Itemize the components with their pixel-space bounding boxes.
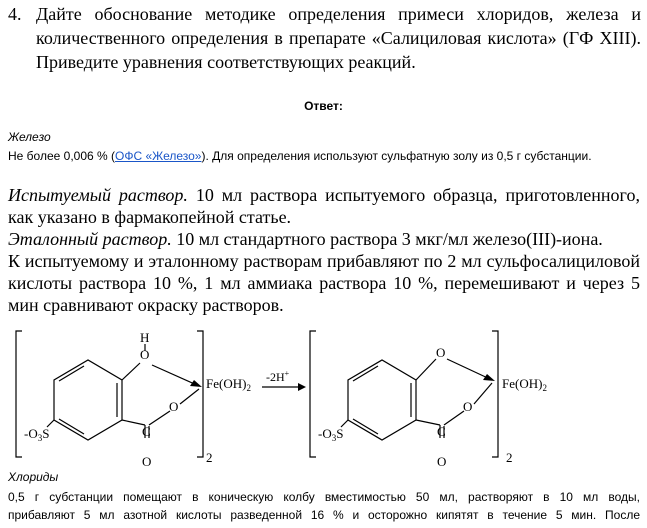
ofs-iron-link[interactable]: ОФС «Железо» bbox=[115, 149, 202, 163]
left-h-atom: H bbox=[140, 330, 150, 345]
chlorides-line-1: 0,5 г субстанции помещают в коническую колбу вместимостью 50 мл, растворяют в 10 мл воды, bbox=[8, 490, 640, 504]
reaction-arrowhead bbox=[298, 383, 306, 391]
iron-limit-text-before: Не более 0,006 % ( bbox=[8, 149, 116, 163]
chlorides-heading: Хлориды bbox=[8, 470, 59, 484]
right-coordination-arrows bbox=[447, 359, 492, 404]
right-o-atom-top: O bbox=[436, 345, 446, 360]
iron-heading: Железо bbox=[8, 130, 51, 144]
right-bracket-open bbox=[310, 331, 316, 457]
test-solution-paragraph bbox=[8, 184, 640, 228]
left-sulfonate-o: -O bbox=[24, 426, 38, 441]
left-bracket-close bbox=[197, 331, 203, 457]
test-solution-label: Испытуемый раствор. bbox=[8, 185, 188, 205]
right-sulfonate-label bbox=[318, 426, 343, 443]
question-text: Дайте обоснование методике определения примеси хлоридов, железа и количественного определения в препарате «Салициловая кислота» (ГФ XIII). Приведите уравнения соответствующих реакций. bbox=[36, 4, 641, 72]
right-count: 2 bbox=[506, 450, 513, 465]
iron-limit-text-after: ). Для определения используют сульфатную золу из 0,5 г субстанции. bbox=[201, 149, 592, 163]
reaction-arrow-text: -2H bbox=[266, 370, 285, 384]
test-solution-text: 10 мл раствора испытуемого образца, приготовленного, как указано в фармакопейной статье. bbox=[8, 185, 640, 227]
reaction-arrow-label bbox=[266, 369, 290, 384]
right-sulfonate-o: -O bbox=[318, 426, 332, 441]
left-sulfonate-s: S bbox=[42, 426, 50, 441]
chlorides-line-2: прибавляют 5 мл азотной кислоты разведенной 16 % и осторожно кипятят в течение 5 мин. После bbox=[8, 508, 640, 522]
left-fe-text: Fe(OH) bbox=[206, 376, 247, 391]
procedure-paragraph: К испытуемому и эталонному растворам прибавляют по 2 мл сульфосалициловой кислоты раствора 10 %, 1 мл аммиака раствора 10 %, перемешивают и через 5 мин сравнивают окраску растворов. bbox=[8, 251, 640, 315]
right-sulfonate-s: S bbox=[336, 426, 344, 441]
right-fe-label bbox=[502, 376, 547, 393]
answer-heading: Ответ: bbox=[304, 99, 343, 113]
left-sulfonate-label bbox=[24, 426, 49, 443]
left-o-atom-top: O bbox=[140, 347, 150, 362]
left-arrowhead bbox=[190, 380, 202, 387]
right-fe-text: Fe(OH) bbox=[502, 376, 543, 391]
left-fe-sub: 2 bbox=[246, 383, 251, 393]
reference-solution-label: Эталонный раствор. bbox=[8, 229, 172, 249]
reaction-arrow-sup: + bbox=[284, 369, 290, 378]
left-fe-label bbox=[206, 376, 251, 393]
reference-solution-text: 10 мл стандартного раствора 3 мкг/мл железо(III)-иона. bbox=[171, 229, 603, 249]
right-arrowhead bbox=[483, 374, 495, 381]
right-bracket-close bbox=[492, 331, 498, 457]
iron-limit-paragraph bbox=[8, 148, 640, 165]
right-sulfonate-sub: 3 bbox=[331, 433, 337, 443]
right-o-atom-bottom: O bbox=[437, 454, 447, 469]
left-bracket-open bbox=[16, 331, 22, 457]
right-fe-sub: 2 bbox=[542, 383, 547, 393]
question-number: 4. bbox=[8, 4, 22, 24]
right-c-atom: C bbox=[437, 424, 446, 439]
reference-solution-paragraph bbox=[8, 228, 640, 250]
left-count: 2 bbox=[206, 450, 213, 465]
right-o-atom-right: O bbox=[463, 399, 473, 414]
left-o-atom-bottom: O bbox=[142, 454, 152, 469]
left-sulfonate-sub: 3 bbox=[37, 433, 43, 443]
left-benzene-ring bbox=[47, 344, 170, 440]
left-o-atom-right: O bbox=[169, 399, 179, 414]
reaction-scheme bbox=[0, 325, 647, 470]
left-c-atom: C bbox=[142, 424, 151, 439]
